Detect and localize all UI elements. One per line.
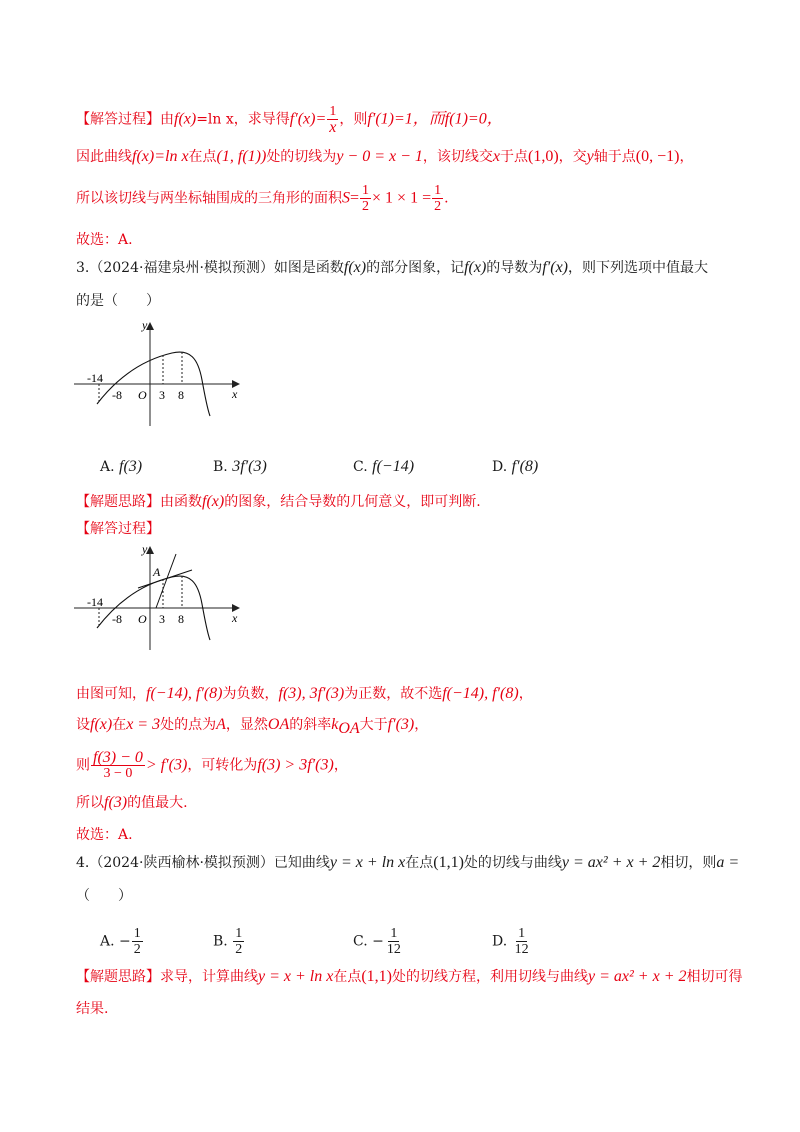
q3-solution-line-2: 设f(x)在x = 3处的点为A，显然OA的斜率$k_{OA}$大于f′(3)， bbox=[76, 716, 429, 737]
q3-stem-line-2: 的是（ ） bbox=[76, 293, 160, 309]
q4-idea-line-2: 结果. bbox=[76, 1001, 109, 1017]
q4-idea-line-1: 【解题思路】求导，计算曲线y = x + ln x在点(1,1)处的切线方程，利用切线与曲线y = ax² + x + 2相切可得 bbox=[76, 968, 743, 985]
label-origin: O bbox=[138, 612, 147, 626]
tick-8: 8 bbox=[178, 388, 184, 402]
fraction: $\frac{1}{x}$ bbox=[329, 104, 337, 136]
q4-stem-line-2: （ ） bbox=[76, 888, 132, 904]
q3-solution-line-1: 由图可知，f(−14), f′(8)为负数，f(3), 3f′(3)为正数，故不选f(−14), f′(8)， bbox=[76, 685, 533, 702]
q3-option-a[interactable]: A. f(3) bbox=[100, 458, 143, 475]
q3-function-graph bbox=[72, 318, 252, 428]
fraction: $\frac{1}{2}$ bbox=[362, 183, 370, 214]
question-number: 4. bbox=[76, 855, 90, 871]
question-number: 3. bbox=[76, 260, 90, 276]
q4-option-c[interactable]: C. − $\frac{1}{12}$ bbox=[353, 926, 401, 957]
solution-tag: 【解答过程】 bbox=[76, 111, 160, 128]
q2-solution-line-3: 所以该切线与两坐标轴围成的三角形的面积S= $\frac{1}{2}$ × 1 × 1 = $\frac{1}{2}$ . bbox=[76, 183, 449, 214]
q3-idea: 【解题思路】由函数f(x)的图象，结合导数的几何意义，即可判断. bbox=[76, 493, 481, 510]
label-origin: O bbox=[138, 388, 147, 402]
q4-stem-line-1: 4.（2024·陕西榆林·模拟预测）已知曲线y = x + ln x在点(1,1)处的切线与曲线y = ax² + x + 2相切，则a = bbox=[76, 854, 740, 871]
math: f(x) bbox=[174, 110, 197, 128]
q3-solution-tag: 【解答过程】 bbox=[76, 521, 160, 537]
tick-3: 3 bbox=[159, 612, 165, 626]
label-x: x bbox=[232, 387, 238, 401]
label-y: y bbox=[142, 318, 148, 332]
q3-solution-line-3: 则 $\frac{f(3) - 0}{3 - 0}$ > f′(3)，可转化为f(3) > 3f′(3)， bbox=[76, 749, 348, 781]
tick-m8: -8 bbox=[112, 388, 122, 402]
tick-8: 8 bbox=[178, 612, 184, 626]
q2-answer: 故选：A. bbox=[76, 232, 133, 248]
tick-m14: -14 bbox=[87, 595, 103, 609]
label-y: y bbox=[142, 542, 148, 556]
label-x: x bbox=[232, 611, 238, 625]
idea-tag: 【解题思路】 bbox=[76, 969, 160, 985]
idea-tag: 【解题思路】 bbox=[76, 494, 160, 510]
q3-solution-line-4: 所以f(3)的值最大. bbox=[76, 794, 188, 811]
q3-solution-graph bbox=[72, 542, 252, 652]
q2-solution-line-2: 因此曲线f(x)=ln x在点(1, f(1))处的切线为y − 0 = x − 1，该切线交x于点(1,0)，交y轴于点(0, −1)， bbox=[76, 148, 694, 165]
q3-answer: 故选：A. bbox=[76, 827, 133, 843]
q3-option-c[interactable]: C. f(−14) bbox=[353, 458, 415, 475]
q2-solution-line-1: 【解答过程】由f(x)=ln x，求导得f′(x)= $\frac{1}{x}$ ，则f′(1)=1，而f(1)=0， bbox=[76, 104, 503, 136]
fraction: $\frac{1}{2}$ bbox=[434, 183, 442, 214]
q4-option-a[interactable]: A. − $\frac{1}{2}$ bbox=[100, 926, 141, 957]
tick-m14: -14 bbox=[87, 371, 103, 385]
q3-option-b[interactable]: B. 3f′(3) bbox=[213, 458, 267, 475]
q4-option-d[interactable]: D. $\frac{1}{12}$ bbox=[492, 926, 529, 957]
label-a: A bbox=[153, 565, 161, 579]
q3-stem-line-1: 3.（2024·福建泉州·模拟预测）如图是函数f(x)的部分图象，记f(x)的导数为f′(x)，则下列选项中值最大 bbox=[76, 259, 708, 276]
q3-option-d[interactable]: D. f′(8) bbox=[492, 458, 539, 475]
fraction: $\frac{f(3) - 0}{3 - 0}$ bbox=[93, 749, 143, 781]
tick-m8: -8 bbox=[112, 612, 122, 626]
tangent-line bbox=[138, 570, 192, 588]
q4-option-b[interactable]: B. $\frac{1}{2}$ bbox=[213, 926, 243, 957]
tick-3: 3 bbox=[159, 388, 165, 402]
